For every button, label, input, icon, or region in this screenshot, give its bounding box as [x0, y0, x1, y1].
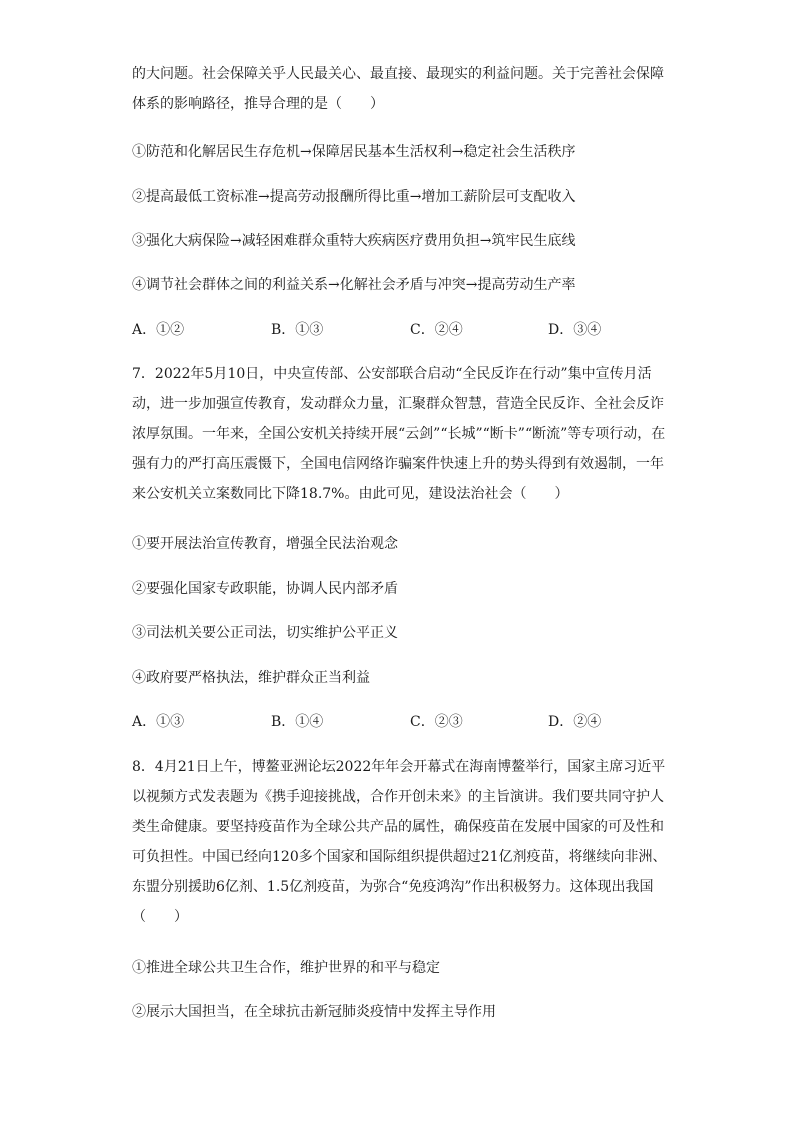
q6-choice-a: A．①②	[132, 322, 185, 338]
q7-option-3: ③司法机关要公正司法，切实维护公平正义	[132, 625, 398, 641]
q7-choices	[132, 711, 672, 733]
q7-choice-d: D．②④	[548, 714, 602, 730]
q6-option-1: ①防范和化解居民生存危机→保障居民基本生活权利→稳定社会生活秩序	[132, 144, 576, 160]
q6-option-4: ④调节社会群体之间的利益关系→化解社会矛盾与冲突→提高劳动生产率	[132, 277, 576, 293]
q6-option-3: ③强化大病保险→减轻困难群众重特大疾病医疗费用负担→筑牢民生底线	[132, 233, 576, 249]
q6-choices	[132, 319, 672, 341]
q6-choice-c: C．②④	[410, 322, 463, 338]
q8-stem: 8．4月21日上午，博鳌亚洲论坛2022年年会开幕式在海南博鳌举行，国家主席习近平以视频方式发表题为《携手迎接挑战，合作开创未来》的主旨演讲。我们要共同守护人类生命健康。要坚持疫苗作为全球公共产品的属性，确保疫苗在发展中国家的可及性和可负担性。中国已经向120多个国家和国际组织提供超过21亿剂疫苗，将继续向非洲、东盟分别援助6亿剂、1.5亿剂疫苗，为弥合“免疫鸿沟”作出积极努力。这体现出我国（ ）	[132, 759, 667, 925]
q7-choice-b: B．①④	[271, 714, 324, 730]
q6-stem-tail: 的大问题。社会保障关乎人民最关心、最直接、最现实的利益问题。关于完善社会保障体系的影响路径，推导合理的是（ ）	[132, 66, 664, 112]
q8-option-1: ①推进全球公共卫生合作，维护世界的和平与稳定	[132, 960, 440, 976]
q6-choice-d: D．③④	[548, 322, 602, 338]
q7-choice-c: C．②③	[410, 714, 463, 730]
q7-option-4: ④政府要严格执法，维护群众正当利益	[132, 670, 370, 686]
q7-option-1: ①要开展法治宣传教育，增强全民法治观念	[132, 536, 398, 552]
q7-option-2: ②要强化国家专政职能，协调人民内部矛盾	[132, 581, 398, 597]
q6-option-2: ②提高最低工资标准→提高劳动报酬所得比重→增加工薪阶层可支配收入	[132, 189, 576, 205]
q7-stem: 7．2022年5月10日，中央宣传部、公安部联合启动“全民反诈在行动”集中宣传月活动，进一步加强宣传教育，发动群众力量，汇聚群众智慧，营造全民反诈、全社会反诈浓厚氛围。一年来，全国公安机关持续开展“云剑”“长城”“断卡”“断流”等专项行动，在强有力的严打高压震慑下，全国电信网络诈骗案件快速上升的势头得到有效遏制，一年来公安机关立案数同比下降18.7%。由此可见，建设法治社会（ ）	[132, 366, 666, 502]
q8-option-2: ②展示大国担当，在全球抗击新冠肺炎疫情中发挥主导作用	[132, 1004, 496, 1020]
q7-choice-a: A．①③	[132, 714, 185, 730]
q6-choice-b: B．①③	[271, 322, 324, 338]
